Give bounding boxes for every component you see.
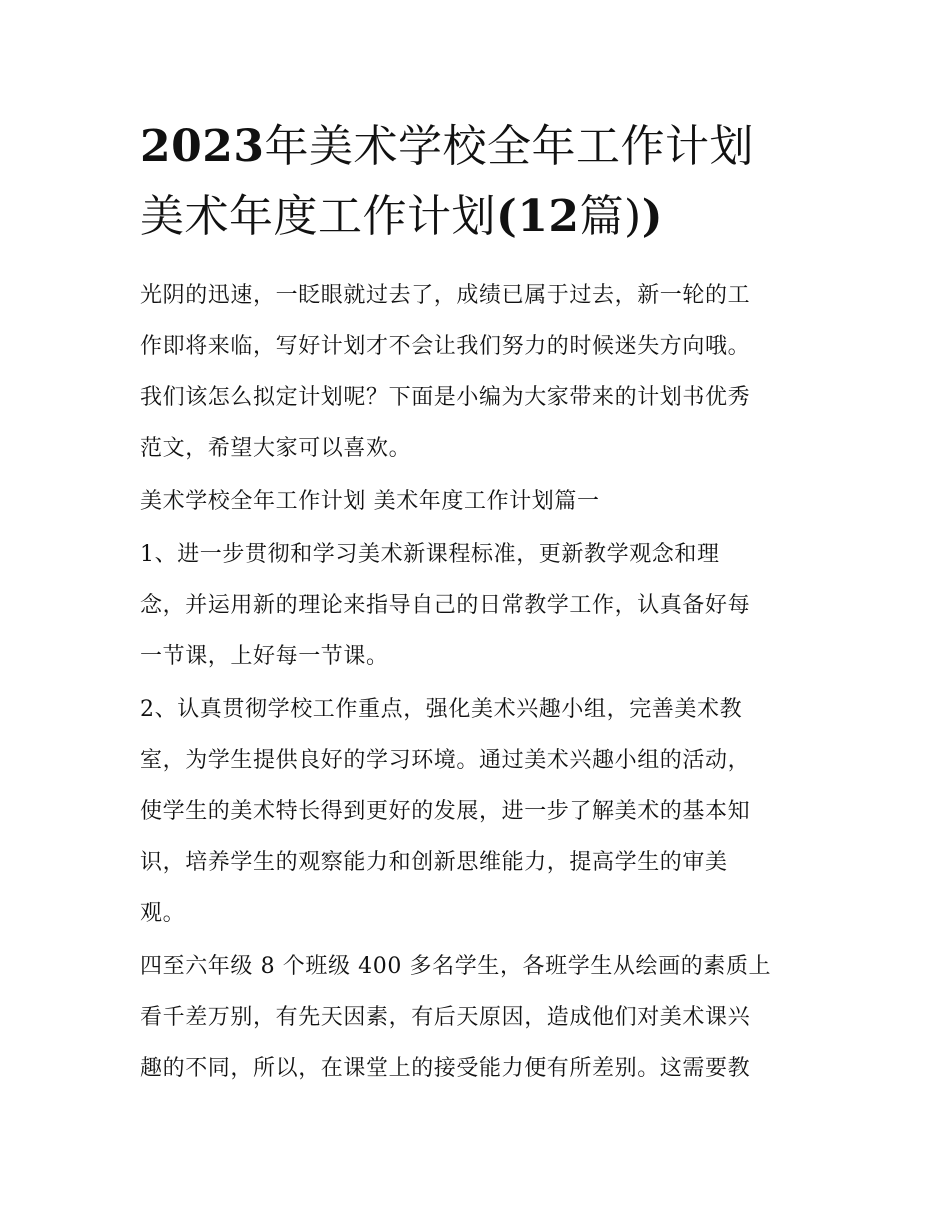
list-item-1: [140, 529, 818, 682]
text-line: 1、进一步贯彻和学习美术新课程标准，更新教学观念和理: [140, 542, 720, 567]
title-count: (12: [496, 191, 580, 242]
text-line: 念，并运用新的理论来指导自己的日常教学工作，认真备好每: [140, 593, 751, 618]
document-body: [140, 112, 818, 1096]
title-close-paren: ): [641, 191, 664, 242]
intro-paragraph: [140, 270, 818, 474]
title-line: [140, 112, 818, 182]
body-paragraph: [140, 941, 818, 1094]
text-line: 美术学校全年工作计划 美术年度工作计划篇一: [140, 489, 600, 514]
text-line: 识，培养学生的观察能力和创新思维能力，提高学生的审美: [140, 850, 728, 875]
section-heading: [140, 476, 818, 527]
title-text: 美术年度工作计划: [140, 191, 496, 242]
list-item-2: [140, 684, 818, 939]
text-line: 范文，希望大家可以喜欢。: [140, 436, 412, 461]
text-line: 室，为学生提供良好的学习环境。通过美术兴趣小组的活动，: [140, 748, 751, 773]
text-line: 一节课，上好每一节课。: [140, 644, 389, 669]
text-line: 2、认真贯彻学校工作重点，强化美术兴趣小组，完善美术教: [140, 697, 743, 722]
document-title: [140, 112, 818, 252]
text-line: 观。: [140, 901, 186, 926]
text-line: 趣的不同，所以，在课堂上的接受能力便有所差别。这需要教: [140, 1056, 751, 1081]
text-line: 使学生的美术特长得到更好的发展，进一步了解美术的基本知: [140, 799, 751, 824]
title-year: 2023: [140, 121, 265, 172]
text-line: 我们该怎么拟定计划呢？下面是小编为大家带来的计划书优秀: [140, 385, 751, 410]
title-text: 年美术学校全年工作计划: [264, 121, 754, 172]
text-line: 看千差万别，有先天因素，有后天原因，造成他们对美术课兴: [140, 1005, 751, 1030]
text-line: 四至六年级 8 个班级 400 多名学生，各班学生从绘画的素质上: [140, 954, 772, 979]
text-line: 作即将来临，写好计划才不会让我们努力的时候迷失方向哦。: [140, 334, 751, 359]
text-line: 光阴的迅速，一眨眼就过去了，成绩已属于过去，新一轮的工: [140, 283, 751, 308]
title-suffix: 篇): [579, 191, 642, 242]
title-line: [140, 182, 818, 252]
